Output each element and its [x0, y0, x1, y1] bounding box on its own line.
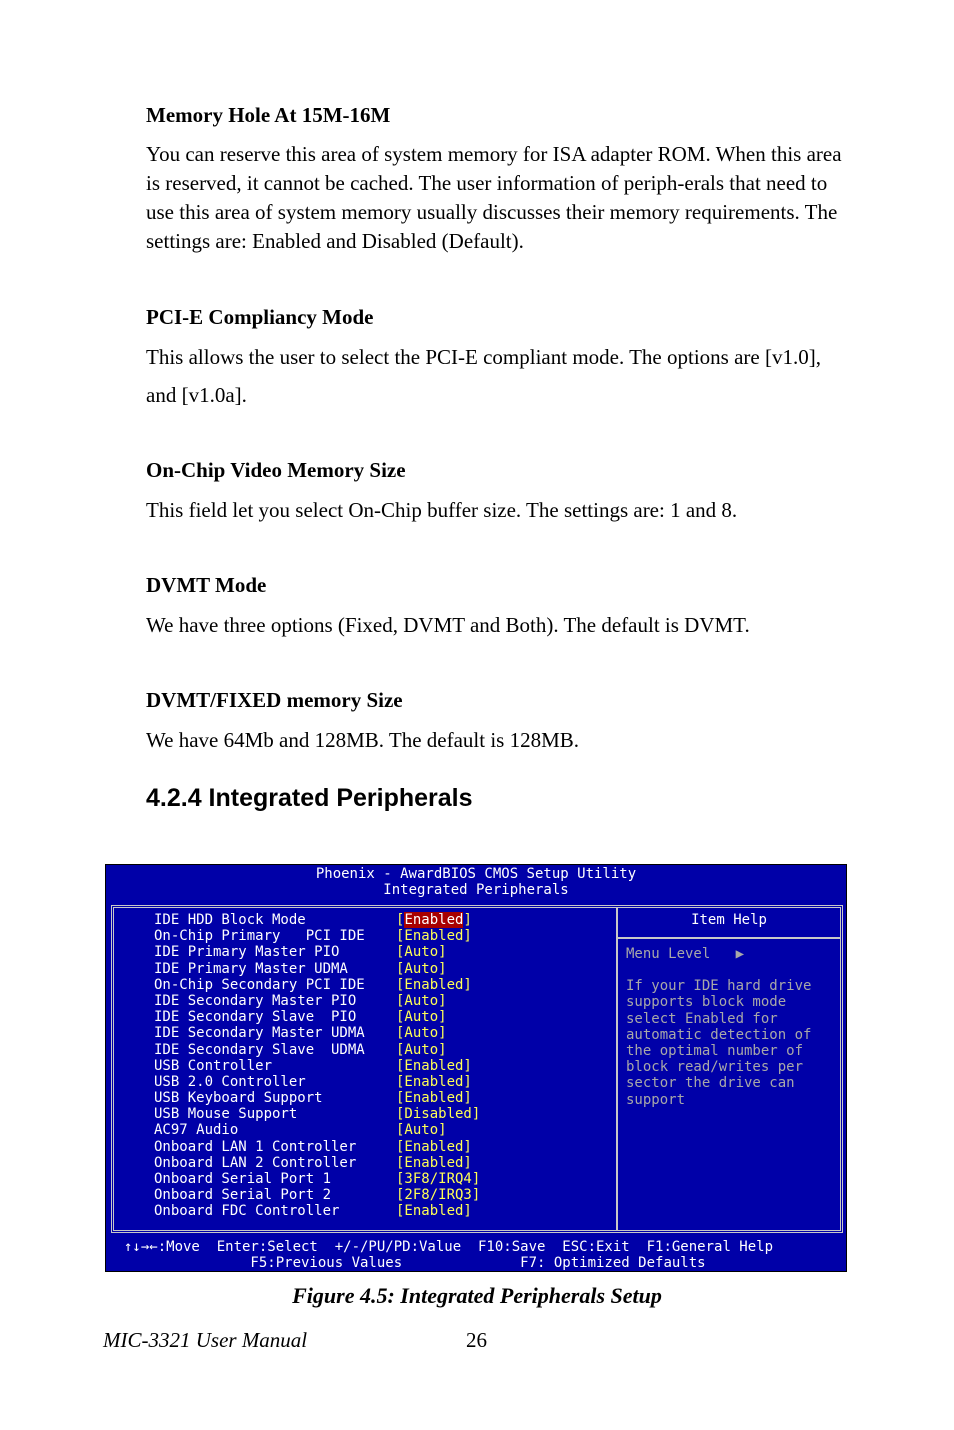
- section-title: DVMT Mode: [146, 573, 267, 597]
- setting-value[interactable]: [Enabled]: [396, 1073, 472, 1090]
- setting-value[interactable]: [Auto]: [396, 944, 447, 961]
- bios-subtitle: Integrated Peripherals: [383, 882, 569, 898]
- setting-label: IDE Secondary Master PIO: [154, 992, 357, 1009]
- setting-value[interactable]: [Enabled]: [396, 1057, 472, 1074]
- setting-label: Onboard Serial Port 2: [154, 1187, 332, 1204]
- setting-label: IDE Primary Master UDMA: [154, 960, 348, 977]
- setting-value[interactable]: [Enabled]: [396, 1154, 472, 1171]
- key-help-line-1: ↑↓→←:Move Enter:Select +/-/PU/PD:Value F10:Save ESC:Exit F1:General Help: [124, 1239, 774, 1255]
- setting-label: IDE HDD Block Mode: [154, 912, 306, 928]
- setting-value[interactable]: [Enabled]: [396, 912, 472, 928]
- setting-value[interactable]: [2F8/IRQ3]: [396, 1187, 481, 1204]
- section-body: We have three options (Fixed, DVMT and Both). The default is DVMT.: [146, 613, 750, 637]
- help-title-separator: [618, 937, 840, 939]
- setting-label: On-Chip Primary PCI IDE: [154, 928, 365, 945]
- help-panel: [626, 946, 838, 1108]
- setting-label: USB 2.0 Controller: [154, 1073, 306, 1090]
- bios-title: Phoenix - AwardBIOS CMOS Setup Utility: [315, 866, 637, 882]
- setting-value[interactable]: [Auto]: [396, 1041, 447, 1058]
- section-title: PCI-E Compliancy Mode: [146, 305, 374, 329]
- section-title: Memory Hole At 15M-16M: [146, 103, 391, 127]
- setting-label: IDE Secondary Slave UDMA: [154, 1041, 365, 1058]
- setting-value[interactable]: [Auto]: [396, 1122, 447, 1139]
- setting-value[interactable]: [Disabled]: [396, 1106, 481, 1123]
- help-panel-title: Item Help: [691, 912, 767, 928]
- section-body: This field let you select On-Chip buffer size. The settings are: 1 and 8.: [146, 498, 738, 522]
- setting-label: Onboard FDC Controller: [154, 1203, 340, 1220]
- setting-label: Onboard LAN 2 Controller: [154, 1154, 357, 1171]
- setting-value[interactable]: [3F8/IRQ4]: [396, 1171, 481, 1187]
- section-body: You can reserve this area of system memory for ISA adapter ROM. When this area is reserved, it cannot be cached. The user information of periph-erals that need to use this area of system memory usually discusses their memory requirements. The settings are: Enabled and Disabled (Default).: [146, 142, 842, 253]
- bios-main-frame: [111, 905, 843, 1233]
- footer-page-number: 26: [466, 1328, 487, 1352]
- setting-value[interactable]: [Enabled]: [396, 976, 472, 993]
- setting-label: USB Keyboard Support: [154, 1090, 323, 1107]
- bios-setup-screen: [105, 864, 847, 1272]
- setting-label: Onboard LAN 1 Controller: [154, 1138, 357, 1155]
- setting-value[interactable]: [Enabled]: [396, 928, 472, 945]
- section-body: This allows the user to select the PCI-E compliant mode. The options are [v1.0], and [v1.0a].: [146, 345, 821, 407]
- setting-value[interactable]: [Enabled]: [396, 1138, 472, 1155]
- setting-label: USB Mouse Support: [154, 1106, 298, 1123]
- footer-manual-name: MIC-3321 User Manual: [103, 1328, 308, 1352]
- section-body: We have 64Mb and 128MB. The default is 128MB.: [146, 728, 580, 752]
- setting-label: IDE Secondary Master UDMA: [154, 1025, 365, 1042]
- setting-label: IDE Secondary Slave PIO: [154, 1009, 357, 1026]
- section-heading: 4.2.4 Integrated Peripherals: [146, 784, 473, 812]
- setting-label: AC97 Audio: [154, 1122, 239, 1139]
- setting-label: Onboard Serial Port 1: [154, 1171, 332, 1187]
- setting-label: IDE Primary Master PIO: [154, 944, 340, 961]
- section-title: DVMT/FIXED memory Size: [146, 688, 403, 712]
- menu-level: Menu Level ▶: [626, 946, 745, 962]
- panel-divider: [616, 908, 618, 1230]
- selected-value-highlight[interactable]: Enabled: [404, 912, 464, 928]
- key-help-line-2: F5:Previous Values F7: Optimized Defaults: [124, 1255, 706, 1271]
- setting-value[interactable]: [Auto]: [396, 960, 447, 977]
- setting-value[interactable]: [Auto]: [396, 1009, 447, 1026]
- setting-value[interactable]: [Enabled]: [396, 1203, 472, 1220]
- help-text: If your IDE hard drive supports block mode select Enabled for automatic detection of the optimal number of block read/writes per sector the drive can support: [626, 978, 812, 1108]
- setting-label: On-Chip Secondary PCI IDE: [154, 976, 365, 993]
- setting-value[interactable]: [Auto]: [396, 1025, 447, 1042]
- setting-label: USB Controller: [154, 1057, 273, 1074]
- section-title: On-Chip Video Memory Size: [146, 458, 406, 482]
- figure-caption: Figure 4.5: Integrated Peripherals Setup: [292, 1283, 662, 1308]
- setting-value[interactable]: [Auto]: [396, 992, 447, 1009]
- setting-value[interactable]: [Enabled]: [396, 1090, 472, 1107]
